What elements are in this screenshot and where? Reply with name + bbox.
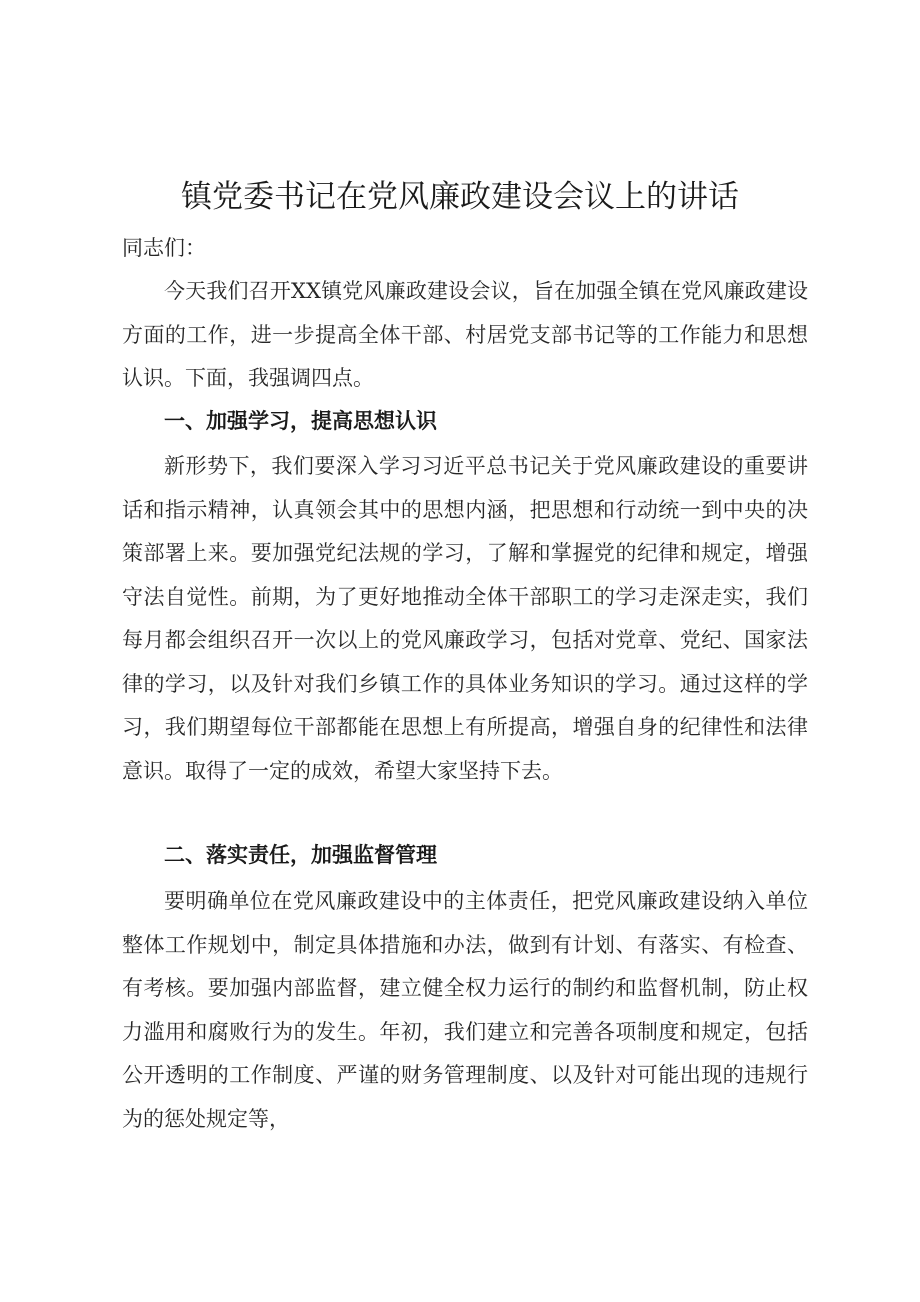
salutation: 同志们： bbox=[122, 236, 206, 260]
intro-paragraph: 今天我们召开XX镇党风廉政建设会议，旨在加强全镇在党风廉政建设方面的工作，进一步提高全体干部、村居党支部书记等的工作能力和思想认识。下面，我强调四点。 bbox=[122, 279, 808, 390]
document-title: 镇党委书记在党风廉政建设会议上的讲话 bbox=[181, 179, 739, 215]
section-body-2: 要明确单位在党风廉政建设中的主体责任，把党风廉政建设纳入单位整体工作规划中，制定具体措施和办法，做到有计划、有落实、有检查、有考核。要加强内部监督，建立健全权力运行的制约和监督机制，防止权力滥用和腐败行为的发生。年初，我们建立和完善各项制度和规定，包括公开透明的工作制度、严谨的财务管理制度、以及针对可能出现的违规行为的惩处规定等， bbox=[122, 889, 808, 1131]
section-heading-1: 一、加强学习，提高思想认识 bbox=[164, 409, 437, 433]
section-body-1: 新形势下，我们要深入学习习近平总书记关于党风廉政建设的重要讲话和指示精神，认真领会其中的思想内涵，把思想和行动统一到中央的决策部署上来。要加强党纪法规的学习，了解和掌握党的纪律和规定，增强守法自觉性。前期，为了更好地推动全体干部职工的学习走深走实，我们每月都会组织召开一次以上的党风廉政学习，包括对党章、党纪、国家法律的学习，以及针对我们乡镇工作的具体业务知识的学习。通过这样的学习，我们期望每位干部都能在思想上有所提高，增强自身的纪律性和法律意识。取得了一定的成效，希望大家坚持下去。 bbox=[122, 454, 808, 783]
section-heading-2: 二、落实责任，加强监督管理 bbox=[164, 843, 437, 867]
